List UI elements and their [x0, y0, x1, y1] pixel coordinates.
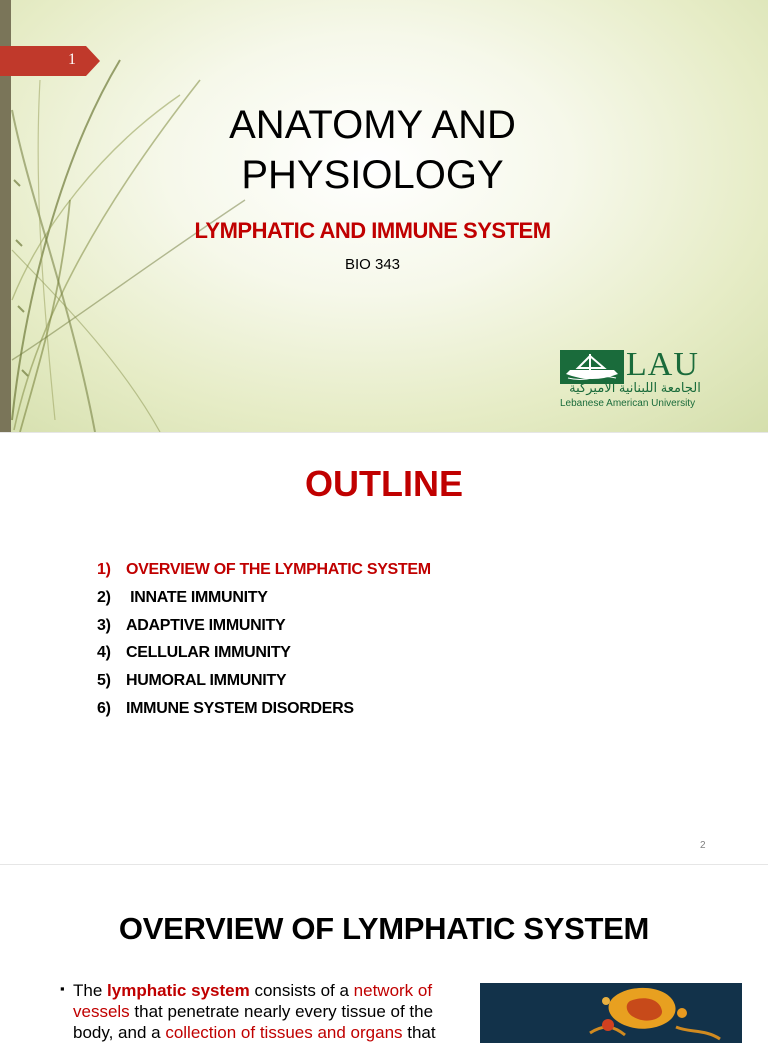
lau-logo: [560, 346, 710, 412]
body-text-segment: consists of a: [249, 981, 354, 1000]
outline-number: 3): [97, 616, 111, 634]
title-line-2: PHYSIOLOGY: [241, 153, 504, 197]
outline-label: IMMUNE SYSTEM DISORDERS: [126, 699, 354, 717]
outline-number: 6): [97, 699, 111, 717]
outline-title: OUTLINE: [305, 463, 463, 504]
outline-number: 4): [97, 644, 111, 662]
outline-item-5: [97, 672, 431, 700]
term-network-of-vessels: network of vessels: [73, 981, 433, 1021]
main-title: [180, 100, 565, 200]
overview-slide: [0, 864, 768, 1042]
outline-number: 5): [97, 672, 111, 690]
outline-item-1: [97, 561, 431, 589]
ship-emblem-icon: [560, 350, 624, 384]
subtitle: LYMPHATIC AND IMMUNE SYSTEM: [194, 218, 551, 243]
outline-list: [97, 561, 431, 728]
term-lymphatic-system: lymphatic system: [107, 981, 250, 1000]
outline-label: INNATE IMMUNITY: [126, 588, 268, 606]
outline-number: 1): [97, 561, 111, 578]
lau-english-name: Lebanese American University: [560, 398, 696, 409]
outline-item-2: [97, 589, 431, 617]
page-number: 2: [700, 840, 706, 851]
bullet-square-icon: ▪: [60, 981, 65, 996]
outline-label: HUMORAL IMMUNITY: [126, 672, 287, 690]
outline-slide: [0, 432, 768, 865]
lymph-node-illustration: [480, 983, 742, 1043]
body-text-segment: that: [402, 1023, 436, 1042]
outline-label: CELLULAR IMMUNITY: [126, 644, 291, 662]
title-slide: [0, 0, 768, 432]
course-code: BIO 343: [344, 256, 401, 273]
outline-item-4: [97, 644, 431, 672]
lymph-node-graphic: [480, 983, 742, 1043]
body-text-segment: that penetrate nearly every tissue of the body, and a: [73, 1002, 434, 1042]
lau-arabic-name: الجامعة اللبنانية الأميركية: [569, 380, 701, 395]
tag-arrow-shape: [0, 46, 100, 76]
term-collection-of-tissues: collection of tissues and organs: [165, 1023, 403, 1042]
title-line-1: ANATOMY AND: [229, 103, 516, 147]
outline-number: 2): [97, 588, 111, 606]
outline-label: ADAPTIVE IMMUNITY: [126, 616, 286, 634]
outline-item-6: [97, 700, 431, 728]
outline-label: OVERVIEW OF THE LYMPHATIC SYSTEM: [126, 561, 431, 578]
body-text-segment: The: [73, 981, 108, 1000]
outline-item-3: [97, 617, 431, 645]
slide-number-tag: [0, 46, 100, 76]
slide-number: 1: [68, 51, 76, 68]
overview-body-text: [73, 980, 473, 1043]
lau-abbrev: LAU: [626, 346, 699, 383]
overview-title: OVERVIEW OF LYMPHATIC SYSTEM: [118, 911, 650, 946]
